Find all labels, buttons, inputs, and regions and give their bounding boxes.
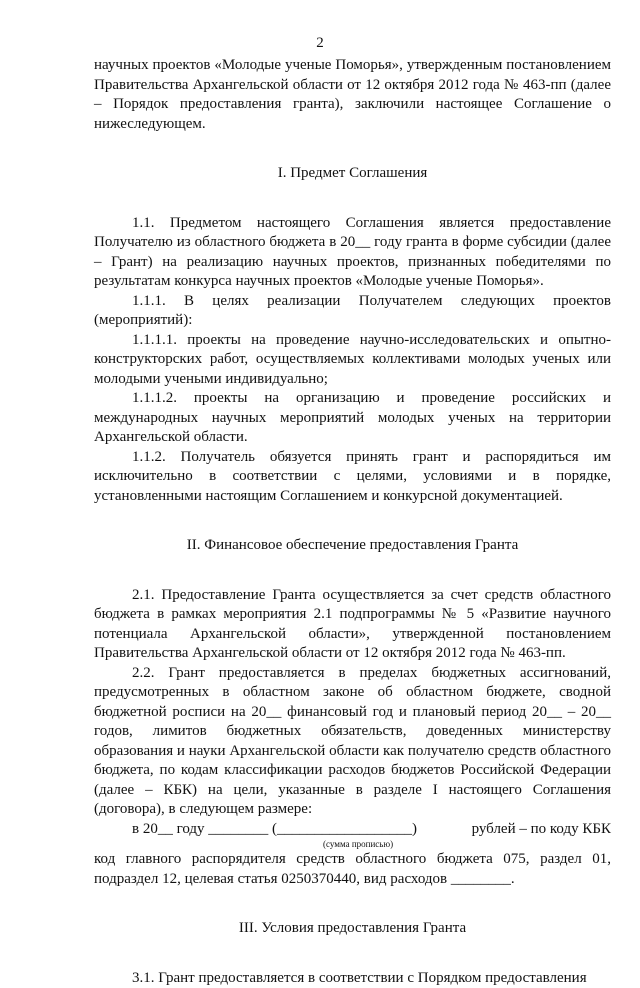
paragraph-2-2: 2.2. Грант предоставляется в пределах бюджетных ассигнований, предусмотренных в областном законе об областном бюджете, сводной бюджетной росписи на 20__ финансовый год и плановый период 20__ – 20__ годов, лимитов бюджетных обязательств, доведенных министерству образования и науки Архангельской области как получателю средств областного бюджета, по кодам классификации расходов бюджетов Российской Федерации (далее – КБК) на цели, указанные в разделе I настоящего Соглашения (договора), в следующем размере:: [94, 664, 611, 820]
paragraph-1-1-1: 1.1.1. В целях реализации Получателем следующих проектов (мероприятий):: [94, 292, 611, 331]
document-body: [94, 56, 611, 988]
amount-caption-text: (сумма прописью): [323, 839, 393, 850]
paragraph-1-1-1-1: 1.1.1.1. проекты на проведение научно-исследовательских и опытно-конструкторских работ, осуществляемых коллективами молодых ученых или молодыми учеными индивидуально;: [94, 331, 611, 390]
intro-paragraph: научных проектов «Молодые ученые Поморья», утвержденным постановлением Правительства Архангельской области от 12 октября 2012 года № 463-пп (далее – Порядок предоставления гранта), заключили настоящее Соглашение о нижеследующем.: [94, 56, 611, 134]
page-number: 2: [0, 34, 640, 54]
paragraph-1-1-2: 1.1.2. Получатель обязуется принять грант и распорядиться им исключительно в соответствии с целями, условиями и в порядке, установленными настоящим Соглашением и конкурсной документацией.: [94, 448, 611, 507]
paragraph-1-1-1-2: 1.1.1.2. проекты на организацию и проведение российских и международных научных мероприятий молодых ученых на территории Архангельской области.: [94, 389, 611, 448]
amount-line: [94, 820, 611, 840]
amount-year-field: в 20__ году ________ (__________________): [132, 820, 417, 840]
paragraph-2-1: 2.1. Предоставление Гранта осуществляется за счет средств областного бюджета в рамках мероприятия 2.1 подпрограммы № 5 «Развитие научного потенциала Архангельской области», утвержденной постановлением Правительства Архангельской области от 12 октября 2012 года № 463-пп.: [94, 586, 611, 664]
paragraph-3-1: 3.1. Грант предоставляется в соответствии с Порядком предоставления: [94, 969, 611, 988]
paragraph-1-1: 1.1. Предметом настоящего Соглашения является предоставление Получателю из областного бюджета в 20__ году гранта в форме субсидии (далее – Грант) на реализацию научных проектов, признанных победителями по результатам конкурса научных проектов «Молодые ученые Поморья».: [94, 214, 611, 292]
section-2-title: II. Финансовое обеспечение предоставления Гранта: [94, 536, 611, 556]
amount-kbk-label: рублей – по коду КБК: [472, 820, 611, 840]
section-1-title: I. Предмет Соглашения: [94, 164, 611, 184]
amount-caption: [94, 839, 611, 850]
paragraph-2-2-continuation: код главного распорядителя средств областного бюджета 075, раздел 01, подраздел 12, целевая статья 0250370440, вид расходов ________.: [94, 850, 611, 889]
section-3-title: III. Условия предоставления Гранта: [94, 919, 611, 939]
